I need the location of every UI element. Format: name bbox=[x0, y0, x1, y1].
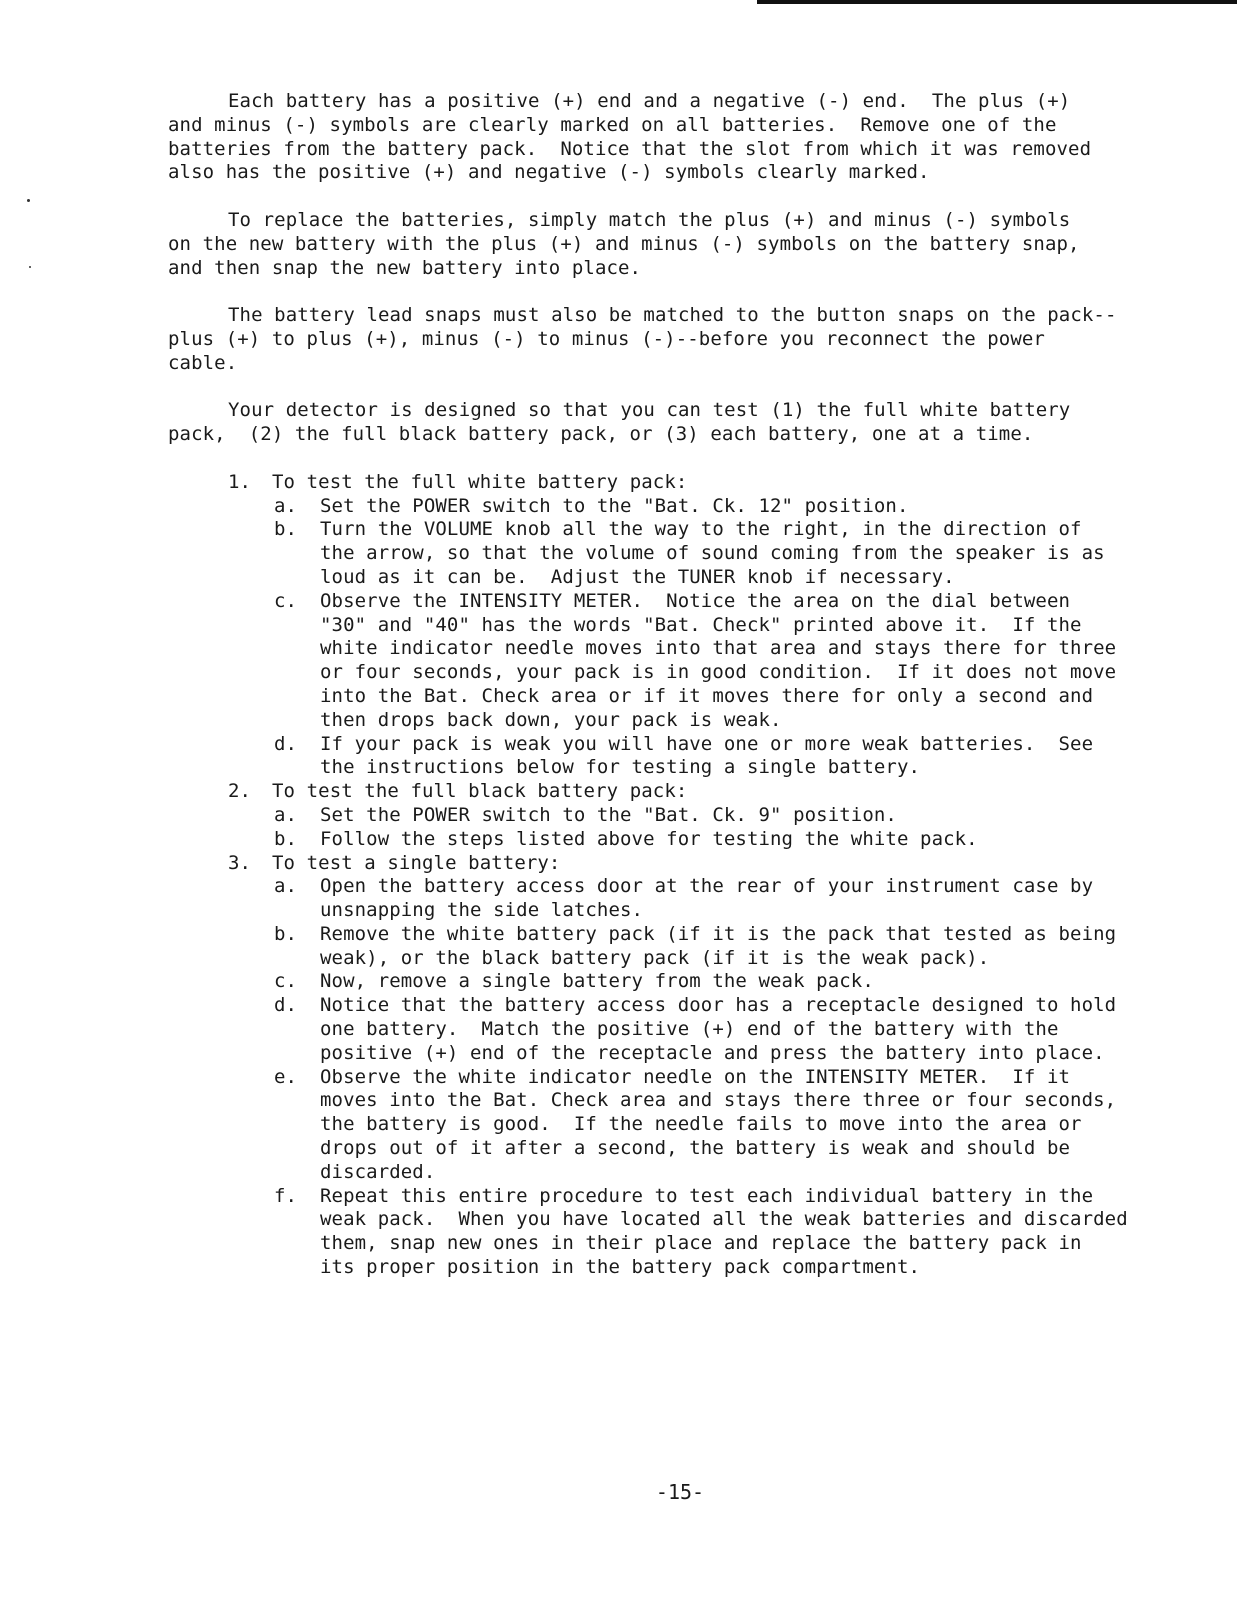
paragraph bbox=[168, 304, 1168, 375]
text-line: The battery lead snaps must also be matched to the button snaps on the pack-- bbox=[228, 304, 1117, 327]
sub-step bbox=[168, 1185, 1168, 1280]
text-line: also has the positive (+) and negative (-) symbols clearly marked. bbox=[168, 161, 930, 184]
text-line: discarded. bbox=[320, 1160, 436, 1183]
text-line: Set the POWER switch to the "Bat. Ck. 9" position. bbox=[320, 803, 897, 826]
text-line: Follow the steps listed above for testing the white pack. bbox=[320, 827, 978, 850]
text-line: the instructions below for testing a single battery. bbox=[320, 756, 921, 779]
sub-step-letter: b. bbox=[274, 922, 298, 945]
page-number: -15- bbox=[655, 1480, 705, 1504]
paragraph bbox=[168, 399, 1168, 447]
text-line: pack, (2) the full black battery pack, or (3) each battery, one at a time. bbox=[168, 423, 1034, 446]
text-line: Your detector is designed so that you can test (1) the full white battery bbox=[228, 399, 1071, 422]
text-line: Set the POWER switch to the "Bat. Ck. 12" position. bbox=[320, 494, 909, 517]
paragraph bbox=[168, 90, 1168, 185]
text-line: If your pack is weak you will have one or more weak batteries. See bbox=[320, 732, 1094, 755]
sub-step-letter: a. bbox=[274, 875, 298, 898]
sub-step-letter: f. bbox=[274, 1184, 298, 1207]
sub-step-letter: d. bbox=[274, 732, 298, 755]
text-line: unsnapping the side latches. bbox=[320, 899, 644, 922]
step-number: 1. bbox=[228, 470, 252, 493]
text-line: weak), or the black battery pack (if it is the weak pack). bbox=[320, 946, 990, 969]
text-line: moves into the Bat. Check area and stays there three or four seconds, bbox=[320, 1089, 1117, 1112]
numbered-list bbox=[168, 471, 1168, 1280]
text-line: Repeat this entire procedure to test each individual battery in the bbox=[320, 1184, 1094, 1207]
text-line: loud as it can be. Adjust the TUNER knob if necessary. bbox=[320, 565, 955, 588]
sub-step bbox=[168, 923, 1168, 971]
text-line: plus (+) to plus (+), minus (-) to minus (-)--before you reconnect the power bbox=[168, 327, 1045, 350]
sub-step bbox=[168, 518, 1168, 589]
text-line: "30" and "40" has the words "Bat. Check" printed above it. If the bbox=[320, 613, 1082, 636]
step-title: To test a single battery: bbox=[272, 851, 561, 874]
list-step bbox=[168, 852, 1168, 876]
document-body bbox=[168, 90, 1168, 1280]
text-line: Turn the VOLUME knob all the way to the right, in the direction of bbox=[320, 518, 1082, 541]
sub-step bbox=[168, 495, 1168, 519]
text-line: into the Bat. Check area or if it moves there for only a second and bbox=[320, 684, 1094, 707]
text-line: them, snap new ones in their place and replace the battery pack in bbox=[320, 1232, 1082, 1255]
paragraph bbox=[168, 209, 1168, 280]
text-line: and then snap the new battery into place. bbox=[168, 256, 642, 279]
sub-step bbox=[168, 733, 1168, 781]
list-step bbox=[168, 471, 1168, 495]
text-line: Notice that the battery access door has a receptacle designed to hold bbox=[320, 994, 1117, 1017]
text-line: Observe the INTENSITY METER. Notice the area on the dial between bbox=[320, 589, 1071, 612]
text-line: drops out of it after a second, the battery is weak and should be bbox=[320, 1137, 1071, 1160]
sub-step-letter: e. bbox=[274, 1065, 298, 1088]
text-line: on the new battery with the plus (+) and minus (-) symbols on the battery snap, bbox=[168, 232, 1080, 255]
sub-step-letter: b. bbox=[274, 827, 298, 850]
step-number: 3. bbox=[228, 851, 252, 874]
text-line: Observe the white indicator needle on the INTENSITY METER. If it bbox=[320, 1065, 1071, 1088]
sub-step bbox=[168, 875, 1168, 923]
sub-step-letter: c. bbox=[274, 589, 298, 612]
text-line: To replace the batteries, simply match the plus (+) and minus (-) symbols bbox=[228, 208, 1071, 231]
list-step bbox=[168, 780, 1168, 804]
text-line: weak pack. When you have located all the weak batteries and discarded bbox=[320, 1208, 1128, 1231]
text-line: and minus (-) symbols are clearly marked on all batteries. Remove one of the bbox=[168, 113, 1057, 136]
sub-step bbox=[168, 828, 1168, 852]
sub-step bbox=[168, 804, 1168, 828]
text-line: Each battery has a positive (+) end and a negative (-) end. The plus (+) bbox=[228, 90, 1071, 112]
sub-step-letter: b. bbox=[274, 518, 298, 541]
text-line: one battery. Match the positive (+) end of the battery with the bbox=[320, 1018, 1059, 1041]
step-title: To test the full white battery pack: bbox=[272, 470, 688, 493]
top-rule bbox=[757, 0, 1237, 4]
sub-step bbox=[168, 1066, 1168, 1185]
sub-step-letter: c. bbox=[274, 970, 298, 993]
text-line: Open the battery access door at the rear of your instrument case by bbox=[320, 875, 1094, 898]
text-line: then drops back down, your pack is weak. bbox=[320, 708, 782, 731]
text-line: the arrow, so that the volume of sound coming from the speaker is as bbox=[320, 542, 1105, 565]
text-line: the battery is good. If the needle fails to move into the area or bbox=[320, 1113, 1082, 1136]
scan-speck bbox=[27, 199, 30, 202]
text-line: Now, remove a single battery from the weak pack. bbox=[320, 970, 874, 993]
sub-step-letter: a. bbox=[274, 803, 298, 826]
scan-speck bbox=[29, 266, 31, 268]
text-line: positive (+) end of the receptacle and press the battery into place. bbox=[320, 1041, 1105, 1064]
sub-step-letter: a. bbox=[274, 494, 298, 517]
sub-step bbox=[168, 970, 1168, 994]
text-line: Remove the white battery pack (if it is the pack that tested as being bbox=[320, 922, 1117, 945]
text-line: cable. bbox=[168, 351, 238, 374]
text-line: batteries from the battery pack. Notice that the slot from which it was removed bbox=[168, 137, 1092, 160]
step-number: 2. bbox=[228, 780, 252, 803]
sub-step-letter: d. bbox=[274, 994, 298, 1017]
text-line: white indicator needle moves into that area and stays there for three bbox=[320, 637, 1117, 660]
text-line: its proper position in the battery pack compartment. bbox=[320, 1256, 921, 1279]
sub-step bbox=[168, 994, 1168, 1065]
sub-step bbox=[168, 590, 1168, 733]
step-title: To test the full black battery pack: bbox=[272, 780, 688, 803]
text-line: or four seconds, your pack is in good condition. If it does not move bbox=[320, 661, 1117, 684]
